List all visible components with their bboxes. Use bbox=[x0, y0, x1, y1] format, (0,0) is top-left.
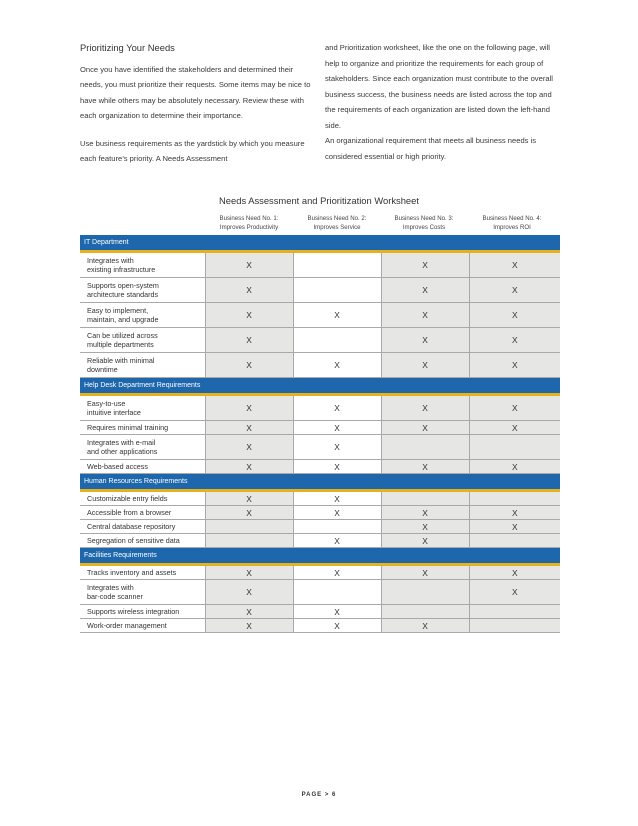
mark-cell-need-2: X bbox=[293, 303, 381, 328]
mark-cell-need-2: X bbox=[293, 534, 381, 548]
mark-cell-need-4 bbox=[469, 619, 560, 633]
mark-cell-need-4: X bbox=[469, 395, 560, 421]
requirement-label-line-1: Integrates with bbox=[87, 256, 134, 265]
mark-cell-need-1: X bbox=[205, 395, 293, 421]
mark-cell-need-3: X bbox=[381, 252, 469, 278]
mark-cell-need-4 bbox=[469, 534, 560, 548]
mark-cell-need-2: X bbox=[293, 353, 381, 378]
mark-cell-need-1 bbox=[205, 534, 293, 548]
requirement-label bbox=[80, 520, 205, 534]
mark-cell-need-2: X bbox=[293, 605, 381, 619]
mark-cell-need-4: X bbox=[469, 421, 560, 435]
requirement-row bbox=[80, 491, 560, 506]
requirement-label bbox=[80, 506, 205, 520]
mark-cell-need-2: X bbox=[293, 421, 381, 435]
mark-cell-need-2 bbox=[293, 252, 381, 278]
requirement-label-line-2: existing infrastructure bbox=[87, 265, 156, 274]
requirement-label bbox=[80, 534, 205, 548]
page-number: PAGE > 6 bbox=[301, 792, 337, 798]
requirement-label bbox=[80, 605, 205, 619]
worksheet-title: Needs Assessment and Prioritization Worksheet bbox=[219, 195, 419, 206]
requirement-label-line-1: Accessible from a browser bbox=[87, 508, 172, 517]
mark-cell-need-2: X bbox=[293, 565, 381, 580]
requirement-row bbox=[80, 460, 560, 474]
requirement-label-line-1: Web-based access bbox=[87, 462, 148, 471]
requirement-row bbox=[80, 421, 560, 435]
mark-cell-need-2: X bbox=[293, 619, 381, 633]
requirement-row bbox=[80, 534, 560, 548]
mark-cell-need-1 bbox=[205, 520, 293, 534]
mark-cell-need-4 bbox=[469, 491, 560, 506]
requirement-row bbox=[80, 353, 560, 378]
requirement-label bbox=[80, 395, 205, 421]
mark-cell-need-3: X bbox=[381, 303, 469, 328]
requirement-row bbox=[80, 619, 560, 633]
mark-cell-need-1: X bbox=[205, 421, 293, 435]
section-title: IT Department bbox=[80, 235, 560, 252]
column-header-need-3: Business Need No. 3: Improves Costs bbox=[394, 215, 454, 231]
section-heading: Prioritizing Your Needs bbox=[80, 42, 175, 53]
requirement-label-line-1: Integrates with e-mail bbox=[87, 438, 156, 447]
intro-paragraph: Once you have identified the stakeholders and determined their needs, you must prioritize their requests. Some items may be nice to have while others may be absolutely necessary. Review these with each organization to determine their importance. bbox=[80, 64, 311, 120]
requirement-label bbox=[80, 491, 205, 506]
mark-cell-need-3: X bbox=[381, 619, 469, 633]
requirement-label-line-2: architecture standards bbox=[87, 290, 159, 299]
requirement-row bbox=[80, 435, 560, 460]
requirement-label bbox=[80, 421, 205, 435]
mark-cell-need-1: X bbox=[205, 491, 293, 506]
mark-cell-need-3: X bbox=[381, 506, 469, 520]
mark-cell-need-2: X bbox=[293, 460, 381, 474]
requirement-row bbox=[80, 278, 560, 303]
column-header-need-4: Business Need No. 4: Improves ROI bbox=[482, 215, 542, 231]
requirement-row bbox=[80, 565, 560, 580]
section-title: Facilities Requirements bbox=[80, 548, 560, 565]
requirement-label bbox=[80, 278, 205, 303]
mark-cell-need-3 bbox=[381, 605, 469, 619]
mark-cell-need-3: X bbox=[381, 421, 469, 435]
requirement-label bbox=[80, 435, 205, 460]
mark-cell-need-1: X bbox=[205, 278, 293, 303]
section-title: Human Resources Requirements bbox=[80, 474, 560, 491]
requirements-paragraph: Use business requirements as the yardstick by which you measure each feature’s priority. A Needs Assessment bbox=[80, 138, 305, 163]
mark-cell-need-1: X bbox=[205, 565, 293, 580]
requirement-label-line-1: Customizable entry fields bbox=[87, 494, 168, 503]
mark-cell-need-1: X bbox=[205, 605, 293, 619]
mark-cell-need-2 bbox=[293, 580, 381, 605]
requirement-label bbox=[80, 353, 205, 378]
section-header-row bbox=[80, 548, 560, 565]
requirement-label-line-2: maintain, and upgrade bbox=[87, 315, 159, 324]
requirement-label-line-1: Segregation of sensitive data bbox=[87, 536, 180, 545]
requirement-label-line-2: downtime bbox=[87, 365, 118, 374]
requirement-row bbox=[80, 580, 560, 605]
requirement-row bbox=[80, 303, 560, 328]
requirement-label bbox=[80, 252, 205, 278]
requirement-label-line-1: Central database repository bbox=[87, 522, 176, 531]
mark-cell-need-1: X bbox=[205, 580, 293, 605]
mark-cell-need-3: X bbox=[381, 278, 469, 303]
requirement-label-line-1: Work-order management bbox=[87, 621, 167, 630]
section-header-row bbox=[80, 378, 560, 395]
requirement-label bbox=[80, 303, 205, 328]
mark-cell-need-3: X bbox=[381, 395, 469, 421]
mark-cell-need-1: X bbox=[205, 353, 293, 378]
mark-cell-need-4: X bbox=[469, 580, 560, 605]
requirement-label-line-2: intuitive interface bbox=[87, 408, 141, 417]
mark-cell-need-3 bbox=[381, 580, 469, 605]
requirement-label bbox=[80, 619, 205, 633]
mark-cell-need-2 bbox=[293, 328, 381, 353]
mark-cell-need-4: X bbox=[469, 328, 560, 353]
mark-cell-need-4: X bbox=[469, 353, 560, 378]
mark-cell-need-3: X bbox=[381, 520, 469, 534]
mark-cell-need-4: X bbox=[469, 303, 560, 328]
mark-cell-need-2: X bbox=[293, 395, 381, 421]
requirement-label-line-1: Supports wireless integration bbox=[87, 607, 180, 616]
requirement-label-line-2: multiple departments bbox=[87, 340, 154, 349]
requirement-label-line-1: Requires minimal training bbox=[87, 423, 169, 432]
requirement-label-line-1: Easy-to-use bbox=[87, 399, 126, 408]
mark-cell-need-1: X bbox=[205, 619, 293, 633]
section-header-row bbox=[80, 235, 560, 252]
mark-cell-need-3 bbox=[381, 435, 469, 460]
mark-cell-need-1: X bbox=[205, 303, 293, 328]
requirement-label-line-1: Easy to implement, bbox=[87, 306, 149, 315]
mark-cell-need-4: X bbox=[469, 460, 560, 474]
requirement-label bbox=[80, 580, 205, 605]
mark-cell-need-2 bbox=[293, 520, 381, 534]
requirement-label-line-1: Reliable with minimal bbox=[87, 356, 155, 365]
mark-cell-need-3: X bbox=[381, 534, 469, 548]
requirement-label bbox=[80, 328, 205, 353]
section-title: Help Desk Department Requirements bbox=[80, 378, 560, 395]
requirement-label-line-1: Supports open-system bbox=[87, 281, 159, 290]
mark-cell-need-2 bbox=[293, 278, 381, 303]
section-header-row bbox=[80, 474, 560, 491]
right-text-column bbox=[325, 40, 555, 164]
requirement-label bbox=[80, 565, 205, 580]
mark-cell-need-1: X bbox=[205, 435, 293, 460]
requirement-label-line-1: Can be utilized across bbox=[87, 331, 158, 340]
requirement-row bbox=[80, 328, 560, 353]
mark-cell-need-3 bbox=[381, 491, 469, 506]
mark-cell-need-4: X bbox=[469, 278, 560, 303]
mark-cell-need-4 bbox=[469, 605, 560, 619]
worksheet-table bbox=[80, 235, 560, 633]
requirement-row bbox=[80, 605, 560, 619]
mark-cell-need-1: X bbox=[205, 506, 293, 520]
mark-cell-need-4 bbox=[469, 435, 560, 460]
requirement-row bbox=[80, 252, 560, 278]
requirement-label-line-1: Integrates with bbox=[87, 583, 134, 592]
mark-cell-need-3: X bbox=[381, 565, 469, 580]
mark-cell-need-3: X bbox=[381, 460, 469, 474]
requirement-row bbox=[80, 395, 560, 421]
mark-cell-need-1: X bbox=[205, 328, 293, 353]
requirement-label-line-2: and other applications bbox=[87, 447, 158, 456]
requirement-row bbox=[80, 506, 560, 520]
mark-cell-need-4: X bbox=[469, 252, 560, 278]
mark-cell-need-2: X bbox=[293, 506, 381, 520]
priority-paragraph: An organizational requirement that meets all business needs is considered essential or high priority. bbox=[325, 136, 537, 161]
requirement-label bbox=[80, 460, 205, 474]
column-header-need-1: Business Need No. 1: Improves Productivity bbox=[219, 215, 279, 231]
left-text-column bbox=[80, 40, 312, 179]
mark-cell-need-3: X bbox=[381, 353, 469, 378]
mark-cell-need-4: X bbox=[469, 520, 560, 534]
mark-cell-need-1: X bbox=[205, 460, 293, 474]
requirement-label-line-1: Tracks inventory and assets bbox=[87, 568, 177, 577]
mark-cell-need-4: X bbox=[469, 565, 560, 580]
requirement-row bbox=[80, 520, 560, 534]
mark-cell-need-4: X bbox=[469, 506, 560, 520]
mark-cell-need-2: X bbox=[293, 435, 381, 460]
mark-cell-need-1: X bbox=[205, 252, 293, 278]
mark-cell-need-2: X bbox=[293, 491, 381, 506]
worksheet-description-paragraph: and Prioritization worksheet, like the one on the following page, will help to organize and prioritize the requirements for each group of stakeholders. Since each organization must contribute to the overall business success, the business needs are listed across the top and the requirements of each organization are listed down the left-hand side. bbox=[325, 43, 553, 130]
requirement-label-line-2: bar-code scanner bbox=[87, 592, 143, 601]
column-header-need-2: Business Need No. 2: Improves Service bbox=[307, 215, 367, 231]
mark-cell-need-3: X bbox=[381, 328, 469, 353]
